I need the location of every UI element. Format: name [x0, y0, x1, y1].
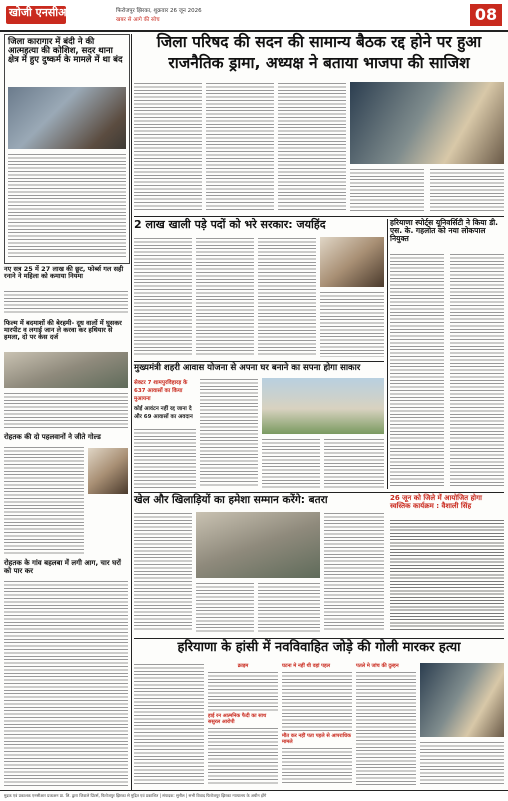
mid3-right-body	[390, 519, 504, 631]
bottom-body-col2	[208, 671, 278, 711]
mid1-photo	[320, 237, 384, 287]
mid2-body-col4	[324, 438, 384, 488]
lead-body-col1	[134, 82, 202, 212]
mid3-body-col4	[324, 512, 384, 632]
lead-body-col3	[278, 82, 346, 212]
bottom-subhead-2: पतले मे जांच की दुल्हन	[356, 663, 399, 669]
mid1-right-body-col1	[390, 253, 444, 487]
lead-photo	[350, 82, 504, 164]
mid2-sub2: कोई आवंटन नहीं रद्द जाना दे और 69 आवासों का अवदान	[134, 406, 193, 420]
mid1-rule	[134, 361, 384, 362]
mid1-right-story	[390, 219, 504, 489]
left-brief3-headline: रोहतक की दो पहलवानों ने जीते गोल्ड	[4, 433, 101, 441]
bottom-story	[134, 641, 504, 787]
mid3-photo	[196, 512, 320, 578]
bottom-body-col5	[420, 741, 504, 785]
left-column-rule	[131, 34, 132, 790]
mid1-body-col2	[196, 237, 254, 357]
mid3-body-col1	[134, 512, 192, 632]
brand-name: खोजी एनसीआर	[9, 6, 74, 19]
mid-right-rule	[387, 219, 388, 489]
left-brief1-body	[4, 290, 128, 314]
mid3-right-headline: 26 जून को जिले में आयोजित होगा स्वस्तिक कार्यक्रम : वैशाली सिंह	[390, 494, 482, 510]
mid1-right-headline: हरियाणा स्पोर्ट्स यूनिवर्सिटी ने किया डी. एस. के. गहलोत को नया लोकपाल नियुक्त	[390, 218, 498, 244]
bottom-body-col3b	[282, 747, 352, 785]
left-brief4-headline: रोहतक के गांव बहलबा में लगी आग, चार घरों को पार कर	[4, 559, 121, 575]
left-top-story	[4, 34, 130, 264]
page-number: 08	[470, 4, 502, 26]
lead-headline-line1: जिला परिषद की सदन की सामान्य बैठक रद्द होने पर हुआ	[156, 33, 482, 51]
bottom-body-col4	[356, 671, 416, 785]
bottom-body-col2b	[208, 727, 278, 785]
mid3-rule	[134, 638, 504, 639]
masthead	[0, 0, 508, 32]
footer-imprint: मुद्रक एवं प्रकाशक एनसीआर प्रकाशन प्रा. लि. द्वारा जिवाले प्रिंटर्स, फिरोजपुर झिरका से मुद्रित एवं प्रकाशित | संपादक: सुनील | सभी विवाद फिरोजपुर झिरका न्यायालय के अधीन होंगे	[4, 793, 267, 798]
masthead-info: फिरोजपुर झिरका, शुक्रवार 26 जून 2026	[116, 8, 202, 14]
mid3-body-col2	[196, 582, 254, 632]
bottom-col-head-1: क्राइम	[237, 663, 249, 669]
left-brief4-body	[4, 580, 128, 788]
left-brief4	[4, 560, 128, 788]
mid1-right-body-col2	[450, 253, 504, 487]
mid2-rule	[134, 492, 504, 493]
mid2-body-col2	[200, 378, 258, 488]
mid2-photo	[262, 378, 384, 434]
mid2-headline: मुख्यमंत्री शहरी आवास योजना से अपना घर बनाने का सपना होगा साकार	[134, 363, 361, 373]
lead-rule	[134, 216, 504, 217]
footer	[0, 790, 508, 801]
left-brief2-photo	[4, 352, 128, 388]
bottom-col-head-2: घटना मे नहीं थी वहां पहल	[282, 663, 331, 669]
bottom-subhead-1: हाई रन आत्मनिक फैदी का साथ ससुरल आरोपी	[208, 713, 267, 725]
mid2-sub1: सेक्टर 7 शामपुरविहारड़ के 637 आवासों का किया मुआयना	[134, 380, 188, 402]
lead-body-col5	[430, 168, 504, 212]
left-top-headline: जिला कारागार में बंदी ने की आत्महत्या की कोशिश, सदर थाना क्षेत्र में हुए दुष्कर्म के मामले में था बंद	[8, 37, 123, 66]
mid3-headline: खेल और खिलाड़ियों का हमेशा सम्मान करेंगे: बतरा	[134, 494, 328, 506]
left-brief3-body	[4, 446, 84, 554]
mid2-story	[134, 364, 384, 490]
lead-body-col4	[350, 168, 424, 212]
left-top-photo	[8, 87, 126, 149]
left-brief1-headline: नए सत्र 25 में 27 लाख की छूट, फोर्ब्स गल सही रनाने ने महिला को कमाया नियमा	[4, 265, 124, 281]
masthead-tagline: खबर से आगे की सोच	[116, 17, 160, 23]
bottom-photo	[420, 663, 504, 737]
left-brief2-headline: फिल्म में बदमाशों की बेरहमी- दूध वालों में घुसकर मारपीट व लगाई जान ले करवा कर हथियार से हमला, दो पर केस दर्ज	[4, 319, 122, 342]
lead-body-col2	[206, 82, 274, 212]
mid1-body-col3	[258, 237, 316, 357]
mid1-body-col1	[134, 237, 192, 357]
mid1-body-col4	[320, 291, 384, 357]
bottom-subhead-3: मौत कर नहीं पता पहले से आपराधिक मामले	[282, 733, 351, 745]
mid2-body-col3	[262, 438, 320, 488]
left-brief2	[4, 320, 128, 430]
bottom-headline: हरियाणा के हांसी में नवविवाहित जोड़े की गोली मारकर हत्या	[177, 640, 461, 655]
left-brief3	[4, 434, 128, 556]
lead-headline-line2: राजनैतिक ड्रामा, अध्यक्ष ने बताया भाजपा की साजिश	[168, 54, 470, 72]
mid3-story	[134, 495, 384, 635]
bottom-body-col3	[282, 671, 352, 731]
left-brief2-body	[4, 392, 128, 428]
mid3-right-story	[390, 495, 504, 635]
mid2-body-col1	[134, 428, 196, 488]
mid1-headline: 2 लाख खाली पड़े पदों को भरे सरकार: जयहिंद	[134, 218, 326, 231]
mid3-body-col3	[258, 582, 320, 632]
left-brief1	[4, 266, 128, 316]
bottom-body-col1	[134, 663, 204, 785]
mid1-story	[134, 219, 384, 359]
left-brief3-photo	[88, 448, 128, 494]
lead-story	[134, 34, 504, 214]
left-top-body	[8, 153, 126, 259]
